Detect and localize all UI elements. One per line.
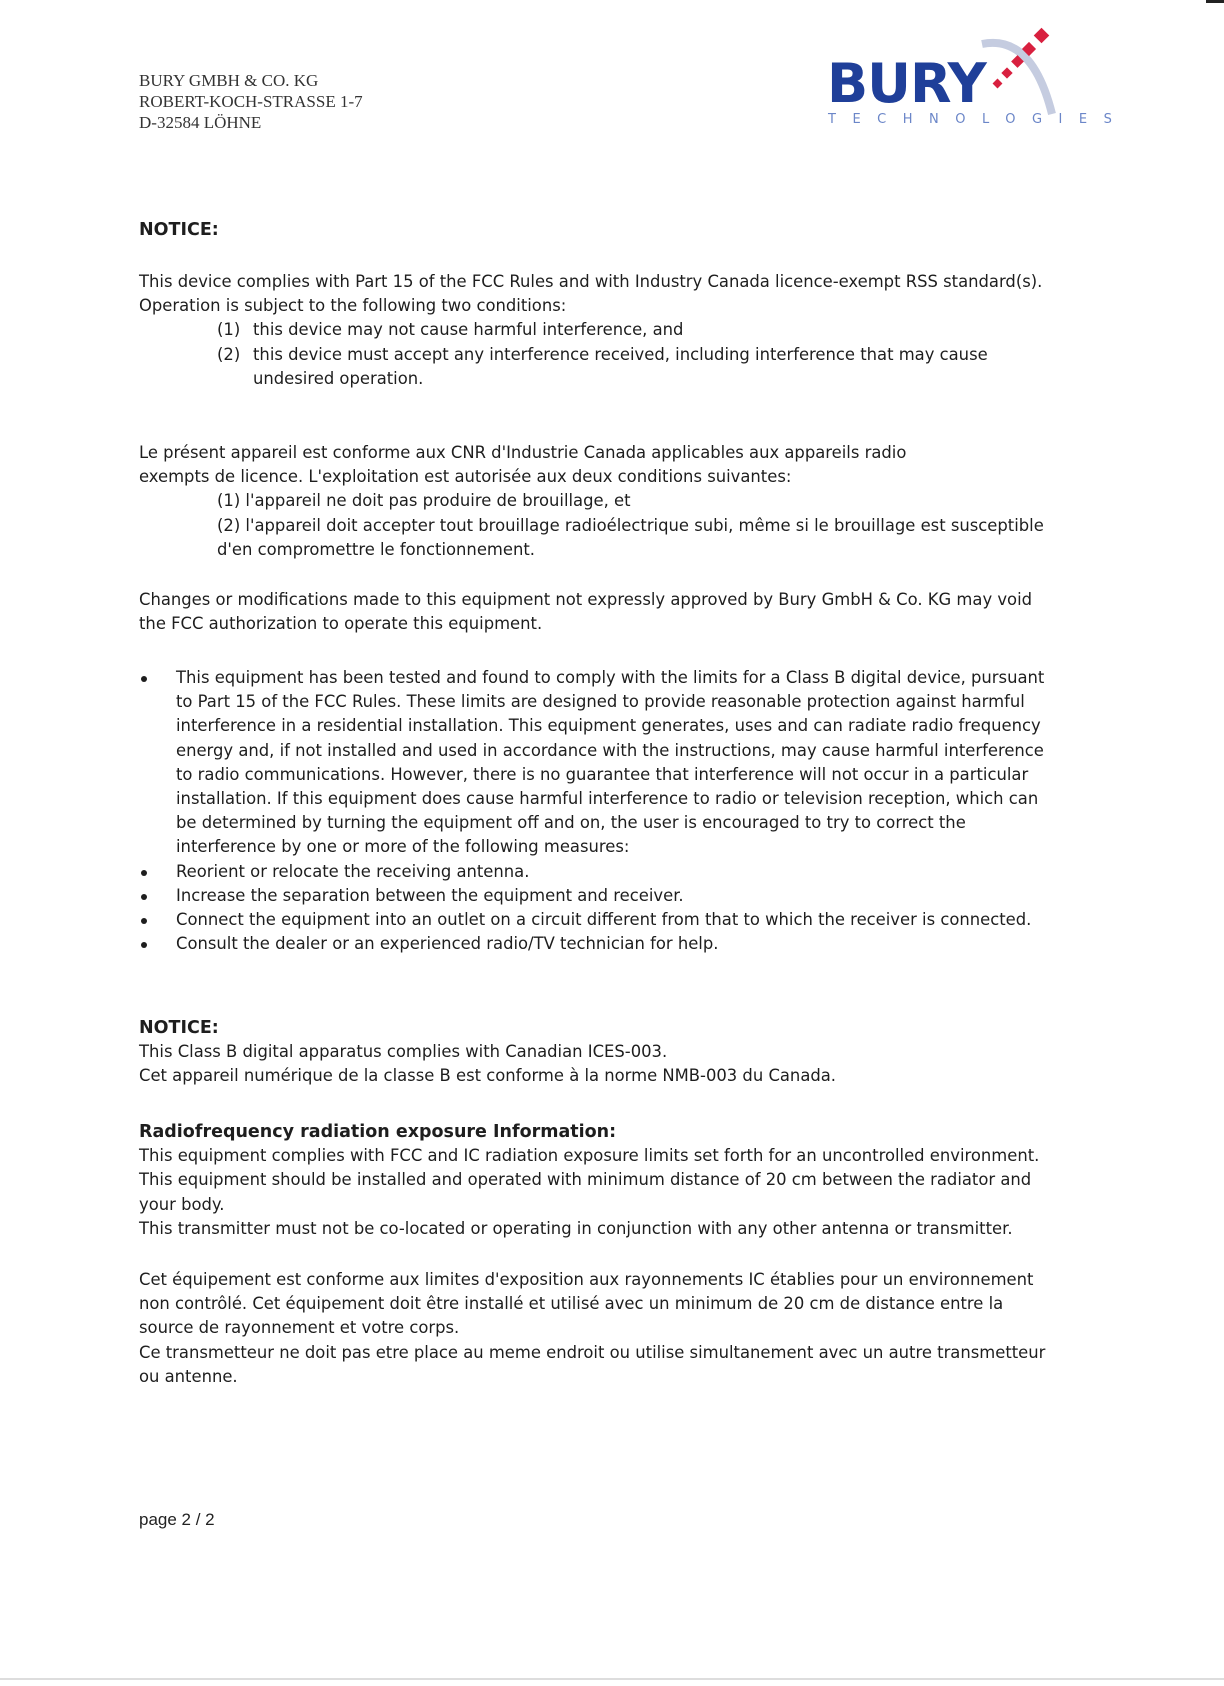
text-line: Ce transmetteur ne doit pas etre place au meme endroit ou utilise simultanement avec un autre transmetteur [139,1342,1046,1362]
bury-logo [822,24,1129,134]
text-line: Reorient or relocate the receiving antenna. [176,861,530,881]
bullet-icon [141,942,147,948]
condition-text: this device may not cause harmful interference, and [253,320,684,340]
bullet-icon [141,918,147,924]
condition-number: (1) [217,320,241,340]
logo-arc-icon [972,24,1062,119]
text-line: your body. [139,1194,225,1214]
list-item [139,884,1064,908]
fcc-measures-list [139,666,1064,956]
scan-corner-mark [1206,0,1224,3]
text-line: Changes or modifications made to this equipment not expressly approved by Bury GmbH & Co. KG may void [139,590,1033,609]
text-line: non contrôlé. Cet équipement doit être installé et utilisé avec un minimum de 20 cm de distance entre la [139,1294,1004,1314]
text-line: This transmitter must not be co-located or operating in conjunction with any other antenna or transmitter. [139,1218,1013,1238]
list-item [139,908,1064,932]
page-number: page 2 / 2 [139,1510,215,1529]
text-line: Le présent appareil est conforme aux CNR d'Industrie Canada applicables aux appareils radio [139,443,907,462]
french-compliance-paragraph [139,441,1064,562]
text-line: Increase the separation between the equipment and receiver. [176,885,684,905]
bullet-icon [141,894,147,900]
text-line: energy and, if not installed and used in accordance with the instructions, may cause harmful interference [176,740,1044,760]
condition-item [139,343,1064,367]
condition-item: (1) l'appareil ne doit pas produire de brouillage, et [217,491,631,511]
logo-subtitle: TECHNOLOGIES [828,112,1129,127]
text-line: to Part 15 of the FCC Rules. These limits are designed to provide reasonable protection against harmful [176,692,1025,712]
logo-wordmark: BURY [827,52,986,115]
text-line: Cet équipement est conforme aux limites d'exposition aux rayonnements IC établies pour un environnement [139,1270,1034,1289]
modifications-paragraph [139,588,1064,636]
fcc-compliance-paragraph [139,270,1064,391]
condition-item [139,318,1064,342]
text-line: to radio communications. However, there is no guarantee that interference will not occur in a particular [176,764,1029,784]
text-line: installation. If this equipment does cause harmful interference to radio or television reception, which can [176,789,1039,809]
text-line: interference in a residential installation. This equipment generates, uses and can radiate radio frequency [176,716,1041,736]
address-line-city: D-32584 LÖHNE [139,113,262,132]
ices-notice [139,1016,1064,1089]
rf-heading: Radiofrequency radiation exposure Information: [139,1122,617,1142]
text-line: Consult the dealer or an experienced radio/TV technician for help. [176,934,719,954]
sender-address [139,70,363,133]
condition-item: (2) l'appareil doit accepter tout brouillage radioélectrique subi, même si le brouillage est susceptible [217,515,1044,535]
list-item [139,860,1064,884]
text-line: Connect the equipment into an outlet on a circuit different from that to which the receiver is connected. [176,910,1032,930]
text-line: This device complies with Part 15 of the FCC Rules and with Industry Canada licence-exempt RSS standard(s). [139,272,1043,291]
condition-number: (2) [217,344,241,364]
list-item [139,666,1064,860]
text-line: interference by one or more of the following measures: [176,837,630,857]
address-line-company: BURY GMBH & CO. KG [139,71,319,90]
condition-text-continued: undesired operation. [253,368,424,388]
text-line: This equipment complies with FCC and IC radiation exposure limits set forth for an uncontrolled environment. [139,1146,1040,1166]
text-line: ou antenne. [139,1366,238,1386]
text-line: exempts de licence. L'exploitation est autorisée aux deux conditions suivantes: [139,467,792,487]
notice-heading: NOTICE: [139,1018,219,1038]
text-line: This Class B digital apparatus complies with Canadian ICES-003. [139,1042,668,1062]
notice-heading: NOTICE: [139,220,219,240]
list-item [139,932,1064,956]
text-line: This equipment has been tested and found to comply with the limits for a Class B digital device, pursuant [176,668,1045,687]
rf-exposure-section [139,1120,1064,1241]
address-line-street: ROBERT-KOCH-STRASSE 1-7 [139,92,363,111]
text-line: Cet appareil numérique de la classe B est conforme à la norme NMB-003 du Canada. [139,1066,837,1086]
text-line: be determined by turning the equipment off and on, the user is encouraged to try to correct the [176,813,966,833]
bullet-icon [141,676,147,682]
text-line: This equipment should be installed and operated with minimum distance of 20 cm between the radiator and [139,1170,1032,1190]
text-line: Operation is subject to the following two conditions: [139,296,567,316]
bullet-icon [141,870,147,876]
text-line: the FCC authorization to operate this equipment. [139,614,543,634]
condition-text: this device must accept any interference received, including interference that may cause [253,344,988,364]
condition-text-continued: d'en compromettre le fonctionnement. [217,539,535,559]
text-line: source de rayonnement et votre corps. [139,1318,460,1338]
scan-bottom-edge [0,1678,1224,1680]
rf-exposure-french [139,1268,1064,1389]
